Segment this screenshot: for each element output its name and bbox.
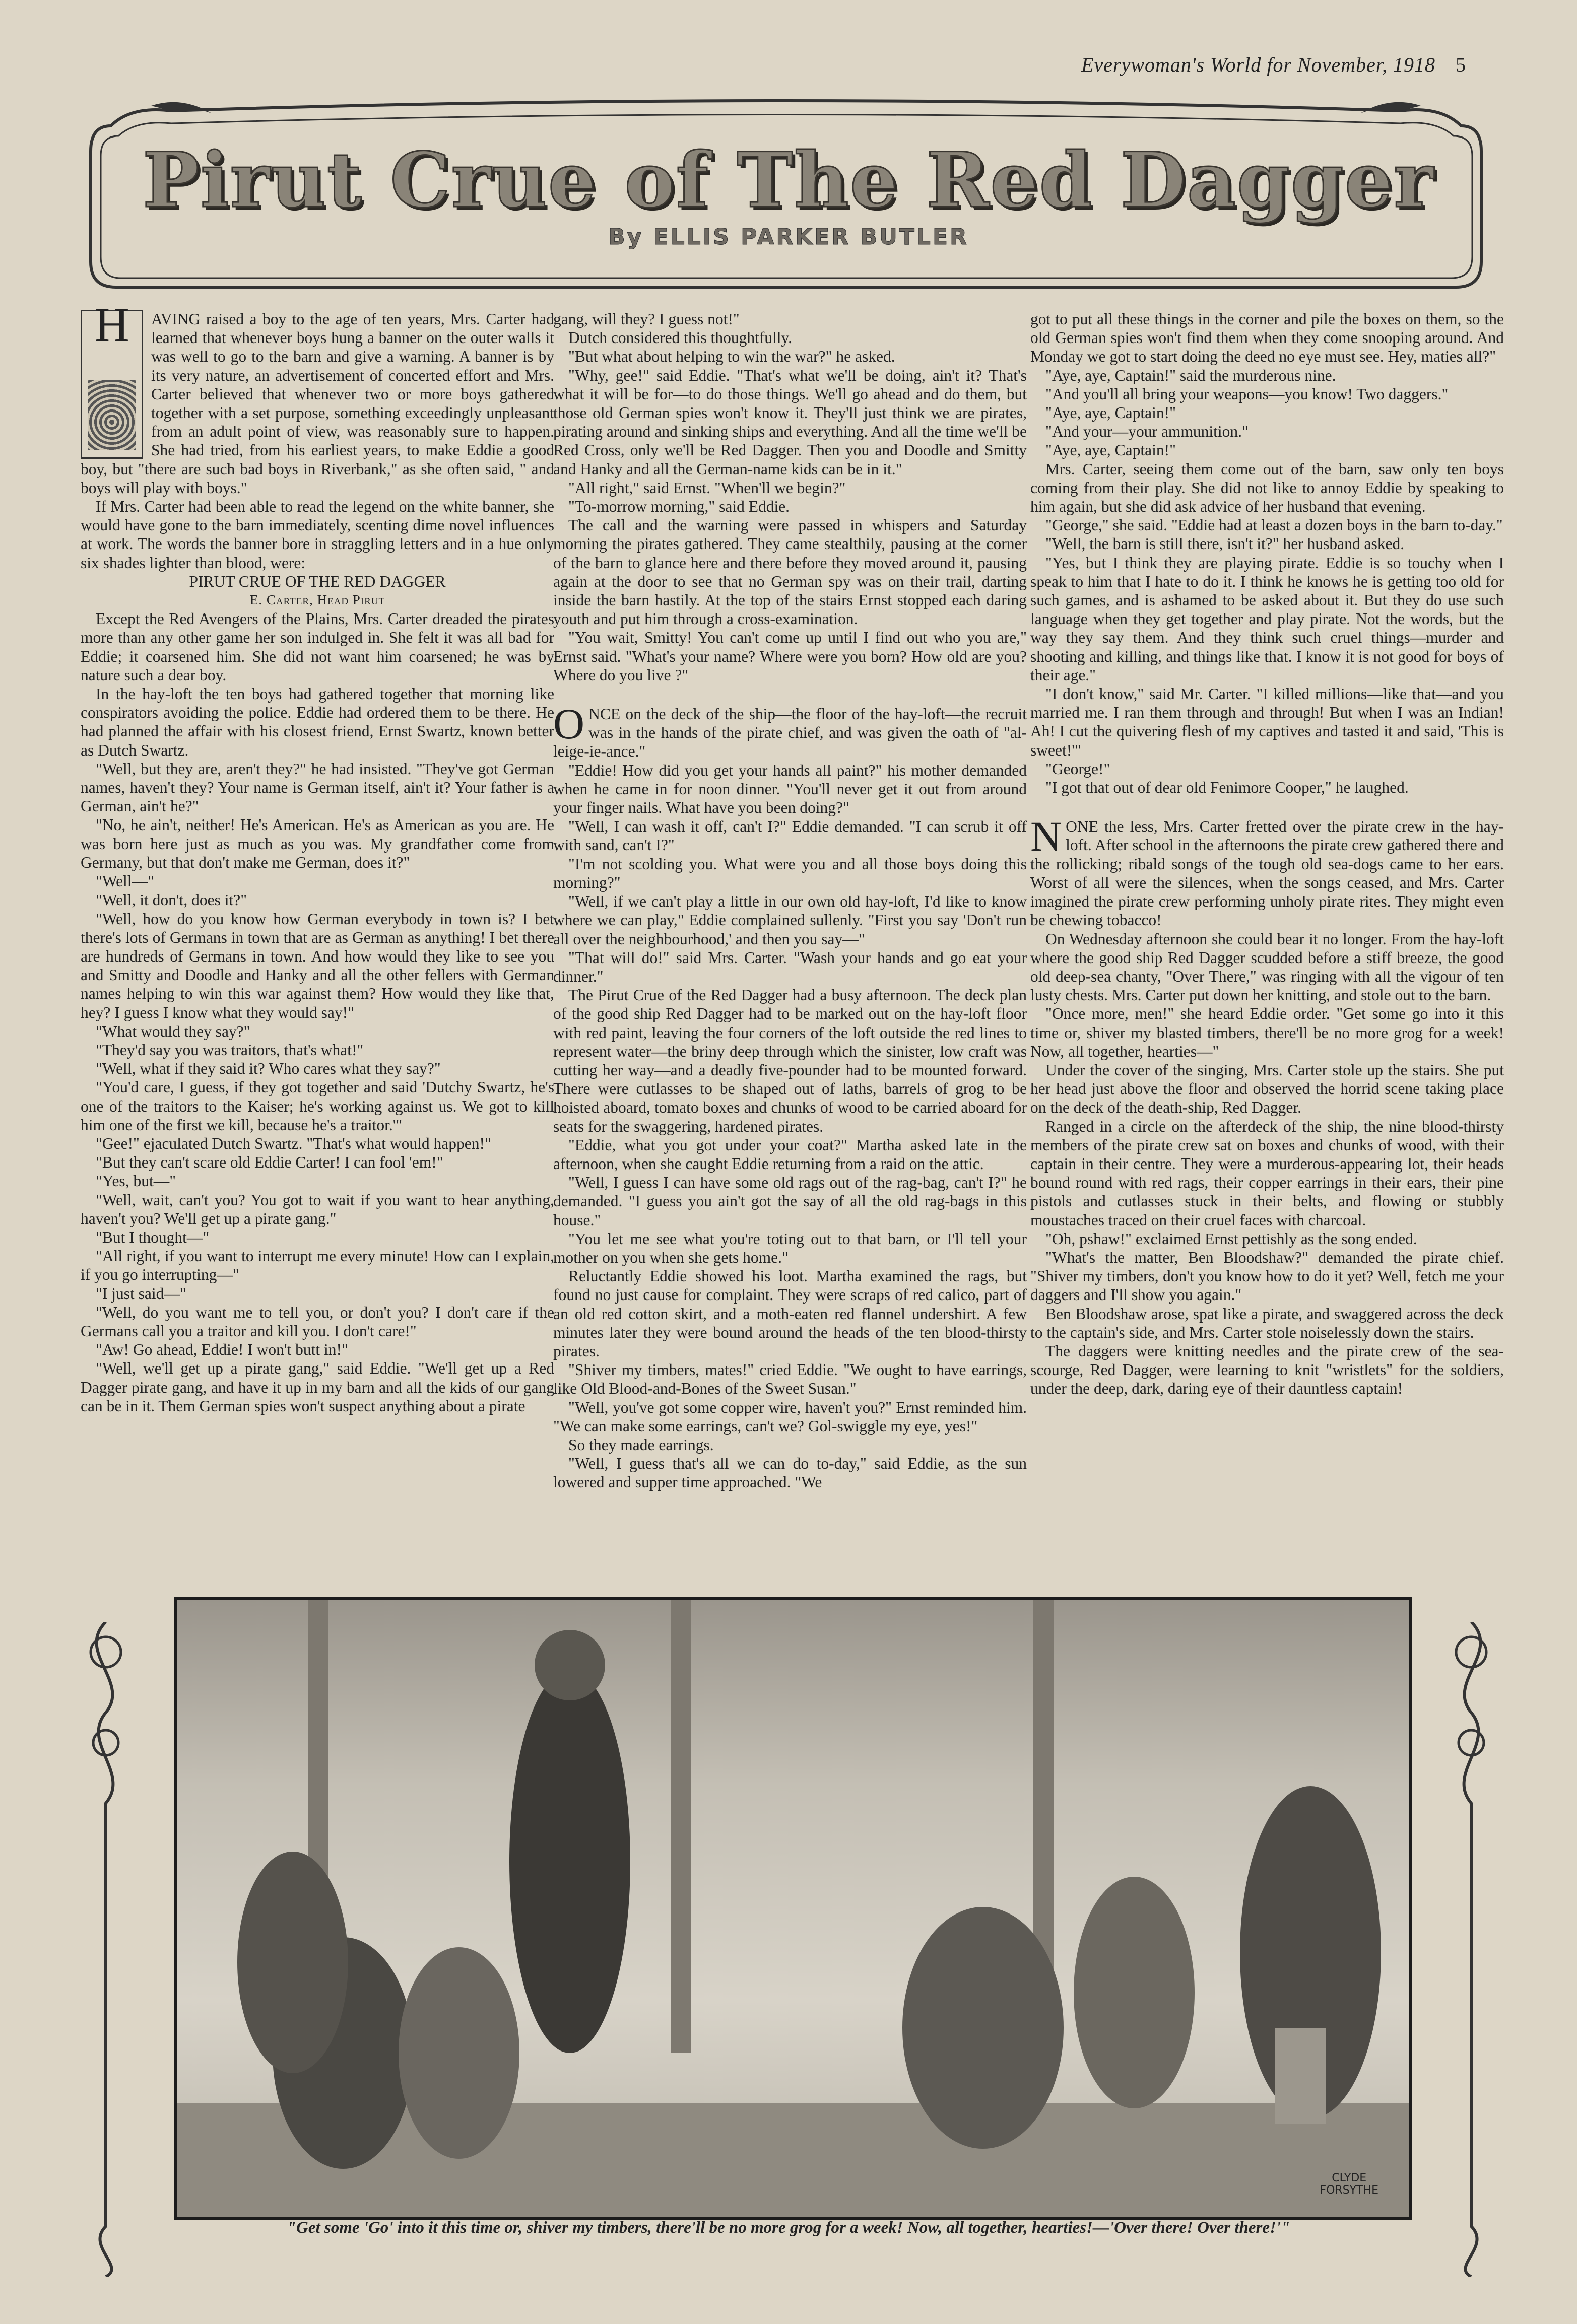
- paragraph: "No, he ain't, neither! He's American. He's as American as you are. He was born here just as much as you was. My grandfather come from Germany, but that don't make me German, does it?": [81, 816, 554, 871]
- paragraph: "But what about helping to win the war?" he asked.: [568, 348, 895, 366]
- artist-signature-line2: FORSYTHE: [1320, 2184, 1378, 2197]
- drop-cap-box: [81, 298, 143, 459]
- illustration-caption: "Get some 'Go' into it this time or, shiver my timbers, there'll be no more grog for a week! Now, all together, hearties!—'Over there! Over there!'": [287, 2219, 1290, 2237]
- paragraph: "Well, how do you know how German everybody in town is? I bet there's lots of Germans in town that are as German as anything! I bet there are hundreds of Germans in town. And how would they like to see you and Smitty and Doodle and Hanky and all the other fellers with German names helping to win this war against them? How would they like that, hey? I guess I know what they would say!": [81, 910, 554, 1021]
- paragraph: "Well, we'll get up a pirate gang," said Eddie. "We'll get up a Red Dagger pirate gang, and have it up in my barn and all the kids of our gang can be in it. Them German spies won't suspect anything about a pirate: [81, 1359, 554, 1415]
- paragraph: "Well, I guess I can have some old rags out of the rag-bag, can't I?" he demanded. "I guess you ain't got the say of all the old rag-bags in this house.": [553, 1174, 1027, 1229]
- paragraph: "And your—your ammunition.": [1045, 423, 1249, 441]
- paragraph: "What's the matter, Ben Bloodshaw?" demanded the pirate chief. "Shiver my timbers, don't you know how to do it yet? Well, fetch me your daggers and I'll show you again.": [1030, 1248, 1504, 1304]
- paragraph: "But I thought—": [96, 1228, 210, 1246]
- paragraph: "You let me see what you're toting out to that barn, or I'll tell your mother on you when she gets home.": [553, 1229, 1027, 1266]
- paragraph: "I just said—": [96, 1284, 186, 1303]
- paragraph: "Once more, men!" she heard Eddie order. "Get some go into it this time or, shiver my blasted timbers, there'll be no more grog for a week! Now, all together, hearties—": [1030, 1005, 1504, 1060]
- left-scroll-ornament: [76, 1622, 136, 2277]
- paragraph: "Yes, but I think they are playing pirate. Eddie is so touchy when I speak to him that I hate to do it. I think he knows he is getting too old for such games, and is ashamed to be asked about it. But they do use such language when they get together and play pirate. Not the words, but the way they say them. And they think such cruel things—murder and shooting and killing, and things like that. I know it is not good for boys of their age.": [1030, 554, 1504, 684]
- banner-signature: E. Carter, Head Pirut: [249, 592, 385, 608]
- paragraph: "I don't know," said Mr. Carter. "I killed millions—like that—and you married me. I ran them through and through! But when I was an Indian! Ah! I cut the quivering flesh of my captives and tasted it and said, 'This is sweet!'": [1030, 685, 1504, 759]
- paragraph: "To-morrow morning," said Eddie.: [568, 498, 790, 516]
- running-header: [1081, 53, 1466, 77]
- banner-legend: PIRUT CRUE OF THE RED DAGGER: [189, 572, 446, 590]
- paragraph: The Pirut Crue of the Red Dagger had a busy afternoon. The deck plan of the good ship Red Dagger had to be marked out on the hay-loft floor with red paint, leaving the four corners of the loft outside the red lines to represent water—the briny deep through which the sinister, low craft was cutting her way—and a deadly five-pounder had to be mounted forward. There were cutlasses to be shaped out of laths, barrels of grog to be hoisted aboard, tomato boxes and chunks of wood to be carried aboard for seats for the swaggering, hardened pirates.: [553, 986, 1027, 1135]
- paragraph: "Well, do you want me to tell you, or don't you? I don't care if the Germans call you a traitor and kill you. I don't care!": [81, 1303, 554, 1340]
- paragraph: "What would they say?": [96, 1022, 250, 1040]
- section-paragraph: [553, 700, 1027, 761]
- paragraph: "You wait, Smitty! You can't come up until I find out who you are," Ernst said. "What's your name? Where were you born? How old are you? Where do you live ?": [553, 629, 1027, 684]
- paragraph: "I'm not scolding you. What were you and all those boys doing this morning?": [553, 855, 1027, 892]
- paragraph: "Well, I guess that's all we can do to-day," said Eddie, as the sun lowered and supper time approached. "We: [553, 1455, 1027, 1491]
- paragraph: "That will do!" said Mrs. Carter. "Wash your hands and go eat your dinner.": [553, 948, 1027, 985]
- paragraph: Ranged in a circle on the afterdeck of the ship, the nine blood-thirsty members of the pirate crew sat on boxes and chunks of wood, with their captain in their centre. They were a murderous-appearing lot, their heads bound round with red rags, their copper earrings in their ears, their pine pistols and cutlasses stuck in their belts, and flowing or stubbly moustaches traced on their cruel faces with charcoal.: [1030, 1117, 1504, 1229]
- paragraph: "Eddie, what you got under your coat?" Martha asked late in the afternoon, when she caught Eddie returning from a raid on the attic.: [553, 1136, 1027, 1173]
- drop-cap-letter: H: [94, 298, 129, 352]
- paragraph: "Yes, but—": [96, 1172, 176, 1190]
- paragraph: "But they can't scare old Eddie Carter! I can fool 'em!": [96, 1153, 443, 1172]
- paragraph: got to put all these things in the corner and pile the boxes on them, so the old German spies won't find them when they come snooping around. And Monday we got to start doing the deed no eye must see. Hey, maties all?": [1030, 310, 1504, 366]
- paragraph: "Well, you've got some copper wire, haven't you?" Ernst reminded him. "We can make some earrings, can't we? Gol-swiggle my eye, yes!": [553, 1398, 1027, 1435]
- paragraph: The daggers were knitting needles and the pirate crew of the sea-scourge, Red Dagger, were learning to knit "wristlets" for the soldiers, under the deep, dark, daring eye of their dauntless captain!: [1030, 1342, 1504, 1398]
- paragraph: "Aw! Go ahead, Eddie! I won't butt in!": [96, 1341, 348, 1359]
- paragraph: "Well, I can wash it off, can't I?" Eddie demanded. "I can scrub it off with sand, can't I?": [553, 817, 1027, 854]
- paragraph: gang, will they? I guess not!": [553, 310, 740, 328]
- page-number: 5: [1456, 53, 1466, 76]
- paragraph: "Well, it don't, does it?": [96, 891, 247, 909]
- paragraph: "Well, but they are, aren't they?" he had insisted. "They've got German names, haven't they? Your name is German itself, ain't it? Your father is a German, ain't he?": [81, 760, 554, 815]
- paragraph: "Why, gee!" said Eddie. "That's what we'll be doing, ain't it? That's what it will be for—to do those things. We'll go ahead and do them, but those old German spies won't know it. They'll just think we are pirates, pirating around and sinking ships and everything. And all the time we'll be Red Cross, only we'll be Red Dagger. Then you and Doodle and Smitty and Hanky and all the German-name kids can be in it.": [553, 366, 1027, 478]
- paragraph: "All right, if you want to interrupt me every minute! How can I explain, if you go interrupting—": [81, 1247, 554, 1284]
- section-paragraph: [1030, 812, 1504, 929]
- paragraph: "George," she said. "Eddie had at least a dozen boys in the barn to-day.": [1045, 516, 1503, 534]
- publication-line: Everywoman's World for November, 1918: [1081, 53, 1435, 76]
- paragraph: AVING raised a boy to the age of ten years, Mrs. Carter had learned that whenever boys hung a banner on the outer walls it was well to go to the barn and give a warning. A banner is by its very nature, an advertisement of concerted effort and Mrs. Carter believed that whenever two or more boys gathered together with a set purpose, something exceedingly unpleasant from an adult point of view, was reasonably sure to happen. She had tried, from his earliest years, to make Eddie a good boy, but "there are such bad boys in Riverbank," as she often said, " and boys will play with boys.": [81, 310, 554, 497]
- paragraph: "Gee!" ejaculated Dutch Swartz. "That's what would happen!": [96, 1134, 491, 1152]
- paragraph: "George!": [1045, 760, 1110, 778]
- paragraph: "Well, if we can't play a little in our own old hay-loft, I'd like to know where we can play," Eddie complained sullenly. "First you say 'Don't run all over the neighbourhood,' and then you say—": [553, 893, 1027, 948]
- column-3: [1030, 310, 1504, 1398]
- paragraph: The call and the warning were passed in whispers and Saturday morning the pirates gathered. They came stealthily, pausing at the corner of the barn to glance here and there before they moved around it, pausing again at the door to see that no German spy was on their trail, darting inside the barn hastily. At the top of the stairs Ernst stopped each daring youth and put him through a cross-examination.: [553, 516, 1027, 628]
- section-gap: [1030, 797, 1504, 817]
- story-illustration: [174, 1597, 1412, 2220]
- paragraph: "Aye, aye, Captain!": [1045, 441, 1176, 459]
- section-initial: O: [553, 700, 585, 748]
- artist-signature: [1320, 2172, 1378, 2197]
- paragraph: "Well—": [96, 872, 154, 891]
- paragraph: Mrs. Carter, seeing them come out of the barn, saw only ten boys coming from their play. She did not like to annoy Eddie by speaking to him again, but she did ask advice of her husband that evening.: [1030, 460, 1504, 516]
- paragraph: "Shiver my timbers, mates!" cried Eddie. "We ought to have earrings, like Old Blood-and-Bones of the Sweet Susan.": [553, 1361, 1027, 1398]
- paragraph: "I got that out of dear old Fenimore Cooper," he laughed.: [1045, 779, 1409, 797]
- paragraph: Reluctantly Eddie showed his loot. Martha examined the rags, but found no just cause for complaint. They were scraps of red calico, part of an old red cotton skirt, and a moth-eaten red flannel undershirt. A few minutes later they were bound around the heads of the ten blood-thirsty pirates.: [553, 1267, 1027, 1360]
- story-title: Pirut Crue of The Red Dagger: [142, 136, 1435, 225]
- paragraph: Dutch considered this thoughtfully.: [568, 329, 793, 347]
- paragraph: "All right," said Ernst. "When'll we begin?": [568, 479, 846, 497]
- paragraph: In the hay-loft the ten boys had gathered together that morning like conspirators avoiding the police. Eddie had ordered them to be there. He had planned the affair with his closest friend, Ernst Swartz, known better as Dutch Swartz.: [81, 685, 554, 759]
- paragraph: "Aye, aye, Captain!" said the murderous nine.: [1045, 366, 1336, 384]
- paragraph: "They'd say you was traitors, that's what!": [96, 1041, 364, 1059]
- paragraph: "Eddie! How did you get your hands all paint?" his mother demanded when he came in for noon dinner. "You'll never get it out from around your finger nails. What have you been doing?": [553, 761, 1027, 817]
- artist-signature-line1: CLYDE: [1332, 2172, 1367, 2184]
- column-1: [81, 298, 554, 1415]
- paragraph: So they made earrings.: [568, 1436, 714, 1454]
- paragraph: "Oh, pshaw!" exclaimed Ernst pettishly as the song ended.: [1045, 1229, 1417, 1248]
- paragraph-text: NCE on the deck of the ship—the floor of the hay-loft—the recruit was in the hands of the pirate chief, and was given the oath of "al-leige-ie-ance.": [553, 705, 1027, 761]
- byline: By ELLIS PARKER BUTLER: [608, 224, 969, 250]
- paragraph: "And you'll all bring your weapons—you know! Two daggers.": [1045, 385, 1449, 403]
- column-2: [553, 310, 1027, 1492]
- paragraph: If Mrs. Carter had been able to read the legend on the white banner, she would have gone to the barn immediately, scenting dime novel influences at work. The words the banner bore in straggling letters and in a hue only six shades lighter than blood, were:: [81, 498, 554, 572]
- illustration-scene: [177, 1600, 1409, 2217]
- paragraph: Ben Bloodshaw arose, spat like a pirate, and swaggered across the deck to the captain's side, and Mrs. Carter stole noiselessly down the stairs.: [1030, 1305, 1504, 1341]
- paragraph: "Aye, aye, Captain!": [1045, 404, 1176, 422]
- section-gap: [553, 685, 1027, 705]
- paragraph: "You'd care, I guess, if they got together and said 'Dutchy Swartz, he's one of the traitors to the Kaiser; he's working against us. We got to kill him one of the first we kill, because he's a traitor.'": [81, 1078, 554, 1134]
- paragraph: "Well, wait, can't you? You got to wait if you want to hear anything, haven't you? We'll get up a pirate gang.": [81, 1191, 554, 1227]
- paragraph: On Wednesday afternoon she could bear it no longer. From the hay-loft where the good ship Red Dagger scudded before a stiff breeze, the good old deep-sea chanty, "Over There," was ringing with all the vigour of ten lusty chests. Mrs. Carter put down her knitting, and stole out to the barn.: [1030, 930, 1504, 1004]
- paragraph: "Well, the barn is still there, isn't it?" her husband asked.: [1045, 535, 1405, 553]
- right-scroll-ornament: [1441, 1622, 1501, 2277]
- paragraph: Except the Red Avengers of the Plains, Mrs. Carter dreaded the pirates more than any other game her son indulged in. She felt it was all bad for Eddie; it coarsened him. She did not want him coarsened; he was by nature such a dear boy.: [81, 610, 554, 684]
- paragraph: "Well, what if they said it? Who cares what they say?": [96, 1060, 441, 1078]
- drop-cap-ornament: [88, 380, 136, 450]
- paragraph-text: ONE the less, Mrs. Carter fretted over the pirate crew in the hay-loft. After school in the afternoons the pirate crew gathered there and the rollicking; ribald songs of the tough old sea-dogs came to her ears. Worst of all were the silences, when the songs ceased, and Mrs. Carter imagined the pirate crew performing unholy pirate rites. They might even be chewing tobacco!: [1030, 817, 1504, 929]
- section-initial: N: [1030, 812, 1062, 861]
- paragraph: Under the cover of the singing, Mrs. Carter stole up the stairs. She put her head just above the floor and observed the horrid scene taking place on the deck of the death-ship, Red Dagger.: [1030, 1061, 1504, 1117]
